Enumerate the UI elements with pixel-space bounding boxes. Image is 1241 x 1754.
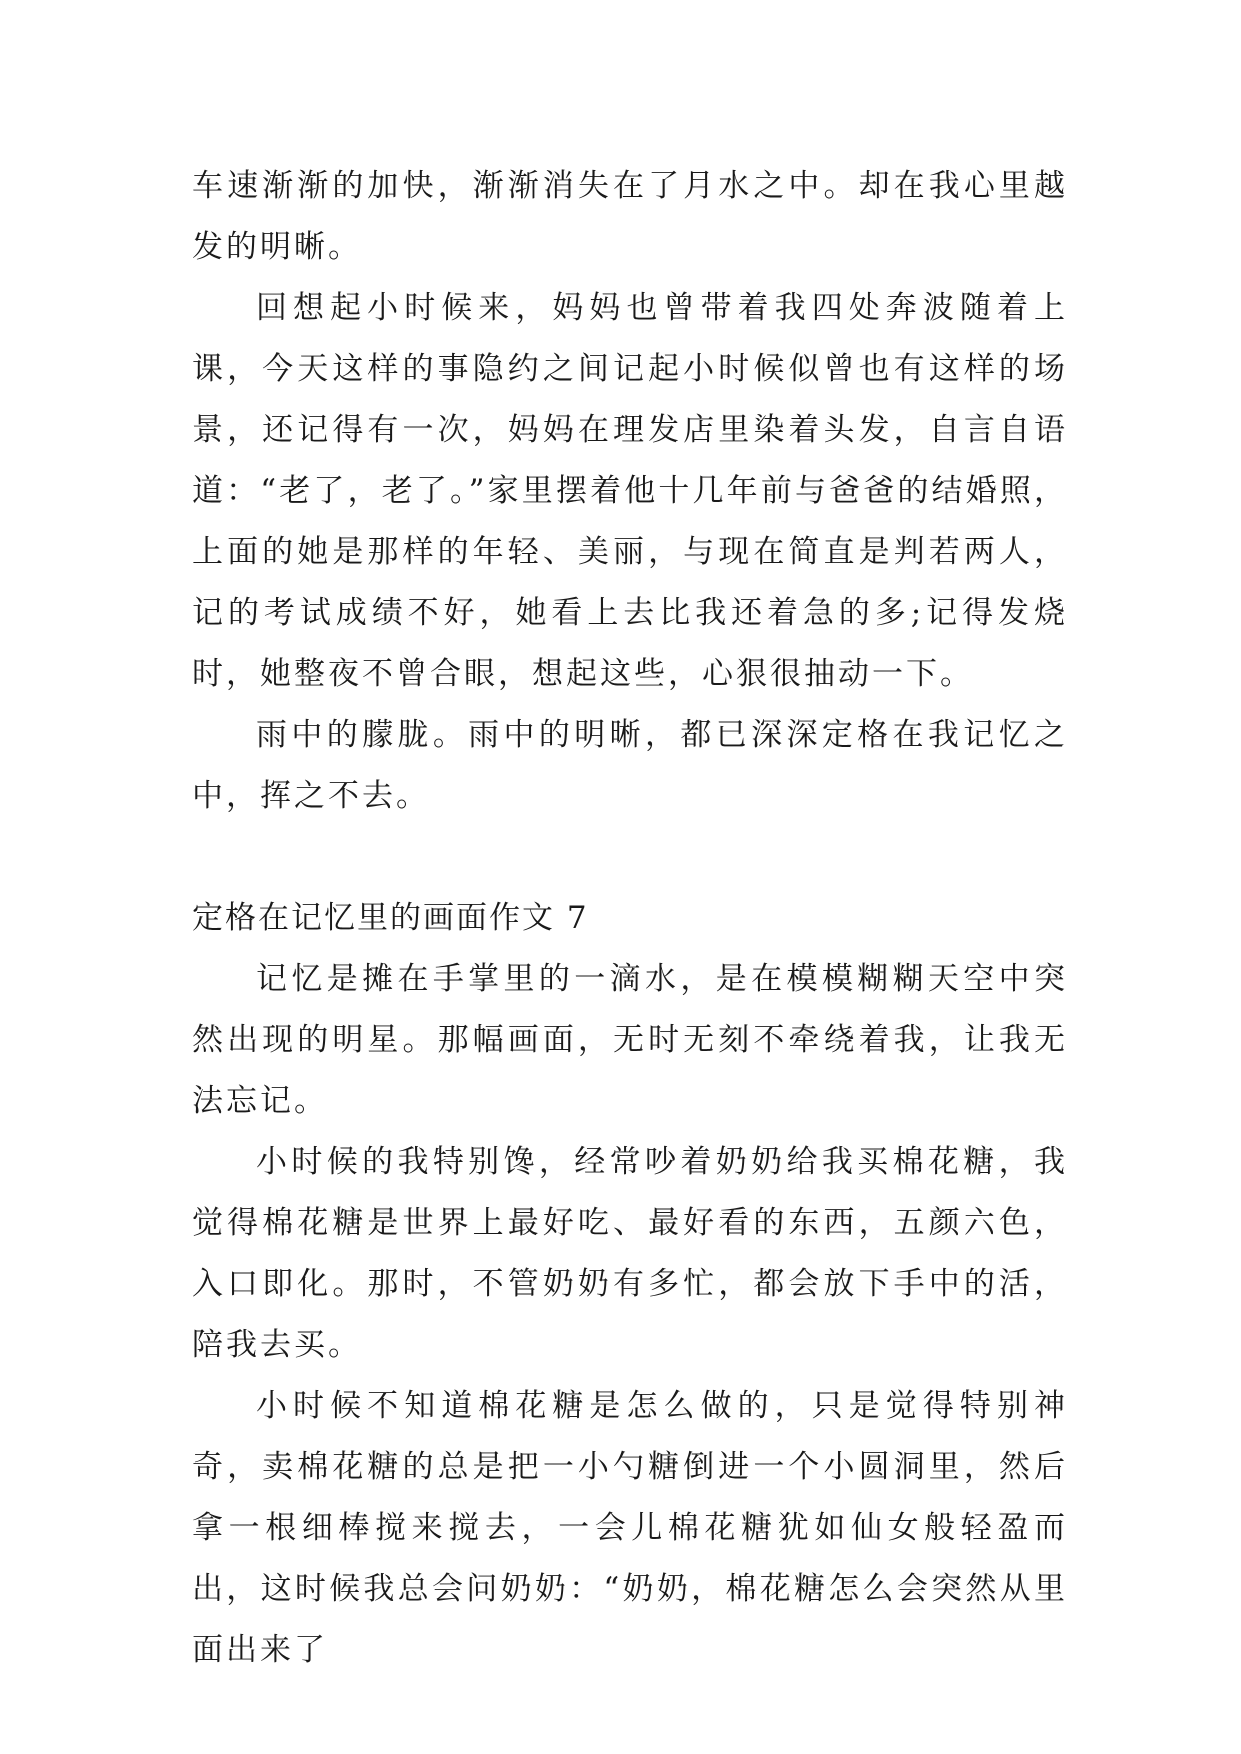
document-page [192, 156, 1068, 1681]
paragraph-6: 小时候不知道棉花糖是怎么做的，只是觉得特别神奇，卖棉花糖的总是把一小勺糖倒进一个小圆洞里，然后拿一根细棒搅来搅去，一会儿棉花糖犹如仙女般轻盈而出，这时候我总会问奶奶：“奶奶，棉花糖怎么会突然从里面出来了 [192, 1388, 1068, 1668]
section-heading: 定格在记忆里的画面作文 7 [192, 900, 589, 936]
paragraph-1: 车速渐渐的加快，渐渐消失在了月水之中。却在我心里越发的明晰。 [192, 168, 1068, 265]
paragraph-4: 记忆是摊在手掌里的一滴水，是在模模糊糊天空中突然出现的明星。那幅画面，无时无刻不牵绕着我，让我无法忘记。 [192, 961, 1068, 1119]
paragraph-3: 雨中的朦胧。雨中的明晰，都已深深定格在我记忆之中，挥之不去。 [192, 717, 1068, 814]
paragraph-5: 小时候的我特别馋，经常吵着奶奶给我买棉花糖，我觉得棉花糖是世界上最好吃、最好看的东西，五颜六色，入口即化。那时，不管奶奶有多忙，都会放下手中的活，陪我去买。 [192, 1144, 1068, 1363]
paragraph-2: 回想起小时候来，妈妈也曾带着我四处奔波随着上课，今天这样的事隐约之间记起小时候似曾也有这样的场景，还记得有一次，妈妈在理发店里染着头发，自言自语道：“老了，老了。”家里摆着他十几年前与爸爸的结婚照，上面的她是那样的年轻、美丽，与现在简直是判若两人，记的考试成绩不好，她看上去比我还着急的多;记得发烧时，她整夜不曾合眼，想起这些，心狠很抽动一下。 [192, 290, 1068, 692]
